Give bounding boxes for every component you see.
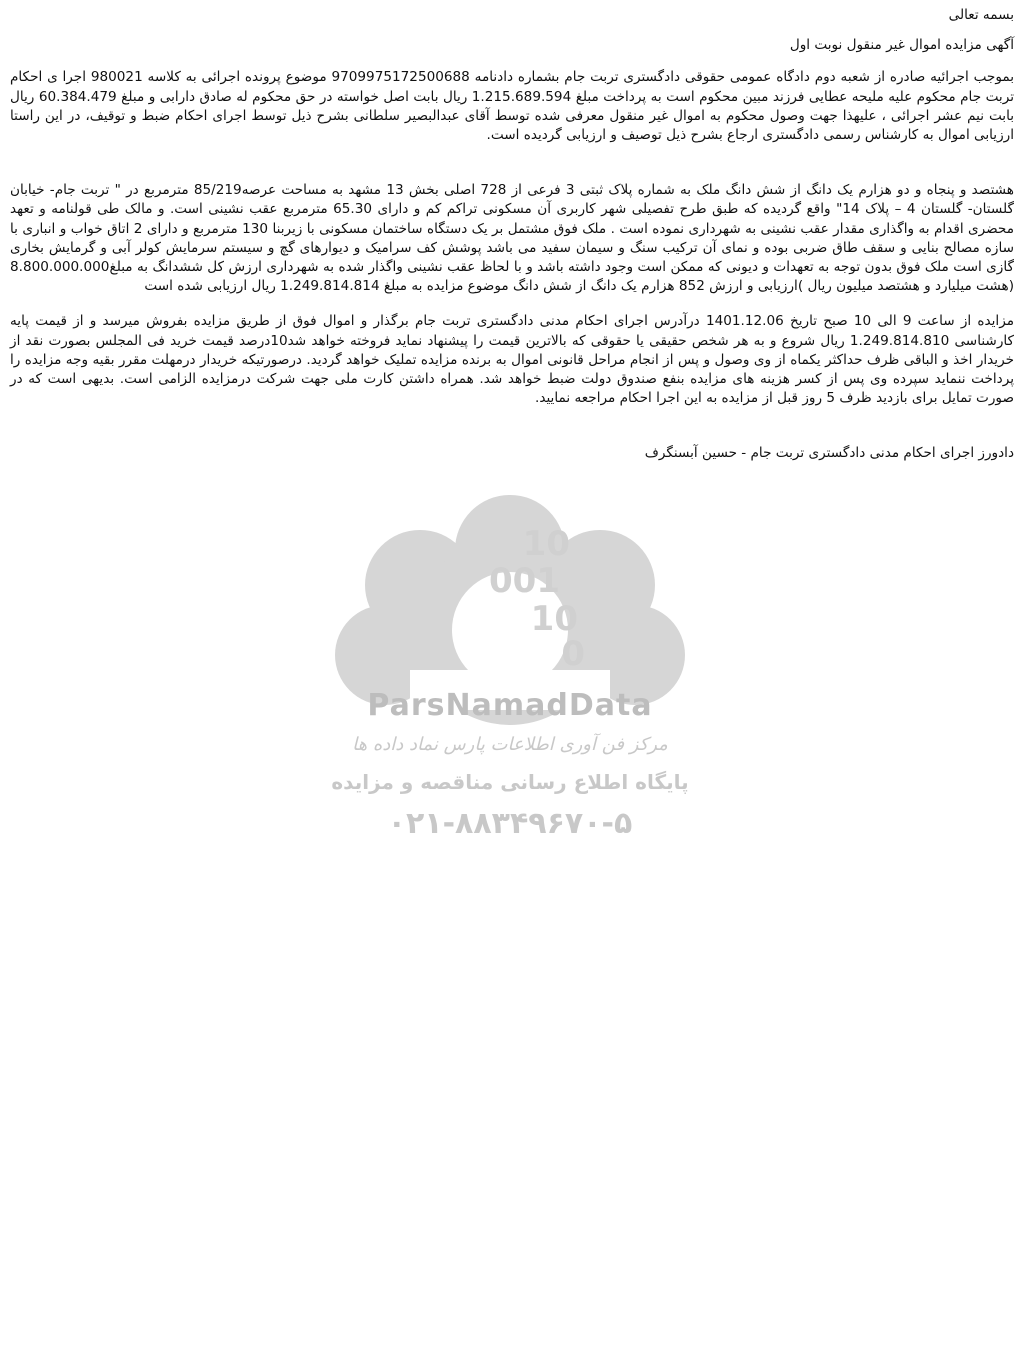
watermark-tagline: پایگاه اطلاع رسانی مناقصه و مزایده: [331, 770, 689, 794]
document-heading: بسمه تعالی: [948, 7, 1014, 23]
parsnamad-logo-watermark: [300, 480, 720, 860]
svg-text:10: 10: [530, 599, 578, 639]
svg-text:10: 10: [522, 524, 570, 564]
paragraph-judgment: بموجب اجرائیه صادره از شعبه دوم دادگاه عمومی حقوقی دادگستری تربت جام بشماره دادنامه 9709975172500688 موضوع پرونده اجرائی به کلاسه 980021 اجرا ی احکام تربت جام محکوم علیه ملیحه عطایی فرزند مبین محکوم است به پرداخت مبلغ 1.215.689.594 ریال بابت اصل خواسته در حق محکوم له صادق دارابی و مبلغ 60.384.479 ریال بابت نیم عشر اجرائی ، علیهذا جهت وصول محکوم به اموال غیر منقول معرفی شده توسط آقای عبدالبصیر سلطانی بشرح ذیل توسط اجرای احکام ضبط و توقیف، در این راستا ارزیابی اموال به کارشناس رسمی دادگستری ارجاع بشرح ذیل توصیف و ارزیابی گردیده است.: [10, 69, 1014, 144]
svg-text:001: 001: [489, 561, 560, 601]
notice-content: [10, 6, 1014, 464]
watermark-brand: ParsNamadData: [367, 688, 653, 723]
watermark-subtitle: مرکز فن آوری اطلاعات پارس نماد داده ها: [352, 734, 668, 755]
signature-line: دادورز اجرای احکام مدنی دادگستری تربت جام - حسین آبسنگرف: [644, 445, 1014, 462]
watermark-phone: ۰۲۱-۸۸۳۴۹۶۷۰-۵: [387, 806, 633, 841]
paragraph-auction-terms: مزایده از ساعت 9 الی 10 صبح تاریخ 1401.12.06 درآدرس اجرای احکام مدنی دادگستری تربت جام برگذار و اموال فوق از طریق مزایده بفروش میرسد و از قیمت پایه کارشناسی 1.249.814.810 ریال شروع و به هر شخص حقیقی یا حقوقی که بالاترین قیمت را پیشنهاد نماید فروخته خواهد شد10درصد قیمت خرید فی المجلس بصورت نقد از خریدار اخذ و الباقی ظرف حداکثر یکماه از وی وصول و پس از انجام مراحل قانونی اموال به برنده مزایده تملیک خواهد گردید. درصورتیکه خریدار درمهلت مقرر بقیه وجه مزایده را پرداخت ننماید سپرده وی پس از کسر هزینه های مزایده بنفع صندوق دولت ضبط خواهد شد. همراه داشتن کارت ملی جهت شرکت درمزایده الزامی است. بدیهی است که در صورت تمایل برای بازدید ظرف 5 روز قبل از مزایده به این اجرا احکام مراجعه نمایید.: [10, 313, 1015, 407]
document-title: آگهی مزایده اموال غیر منقول نوبت اول: [789, 37, 1014, 54]
svg-text:0: 0: [561, 634, 585, 674]
paragraph-property-description: هشتصد و پنجاه و دو هزارم یک دانگ از شش دانگ ملک به شماره پلاک ثبتی 3 فرعی از 728 اصلی بخش 13 مشهد به مساحت عرصه85/219 مترمربع در " تربت جام- خیابان گلستان- گلستان 4 – پلاک 14" واقع گردیده که طبق طرح تفصیلی شهر کاربری آن مسکونی تراکم کم و دارای 65.30 مترمربع عقب نشینی است. و مالک طی قولنامه و تعهد محضری اقدام به واگذاری مقدار عقب نشینی به شهرداری نموده است . ملک فوق مشتمل بر یک دستگاه ساختمان مسکونی با زیربنا 130 مترمربع و دارای 2 اتاق خواب و انباری با سازه مصالح بنایی و سقف طاق ضربی بوده و نمای آن ترکیب سنگ و سیمان سفید می باشد پوشش کف سرامیک و دیوارهای گچ و سیستم سرمایش کولر آبی و گرمایش بخاری گازی است ملک فوق بدون توجه به تعهدات و دیونی که ممکن است وجود داشته باشد و با لحاظ عقب نشینی واگذار شده به شهرداری ارزش کل ششدانگ به مبلغ8.800.000.000 (هشت میلیارد و هشتصد میلیون ریال )ارزیابی و ارزش 852 هزارم یک دانگ از شش دانگ موضوع مزایده به مبلغ 1.249.814.814 ریال ارزیابی شده است: [10, 182, 1015, 295]
